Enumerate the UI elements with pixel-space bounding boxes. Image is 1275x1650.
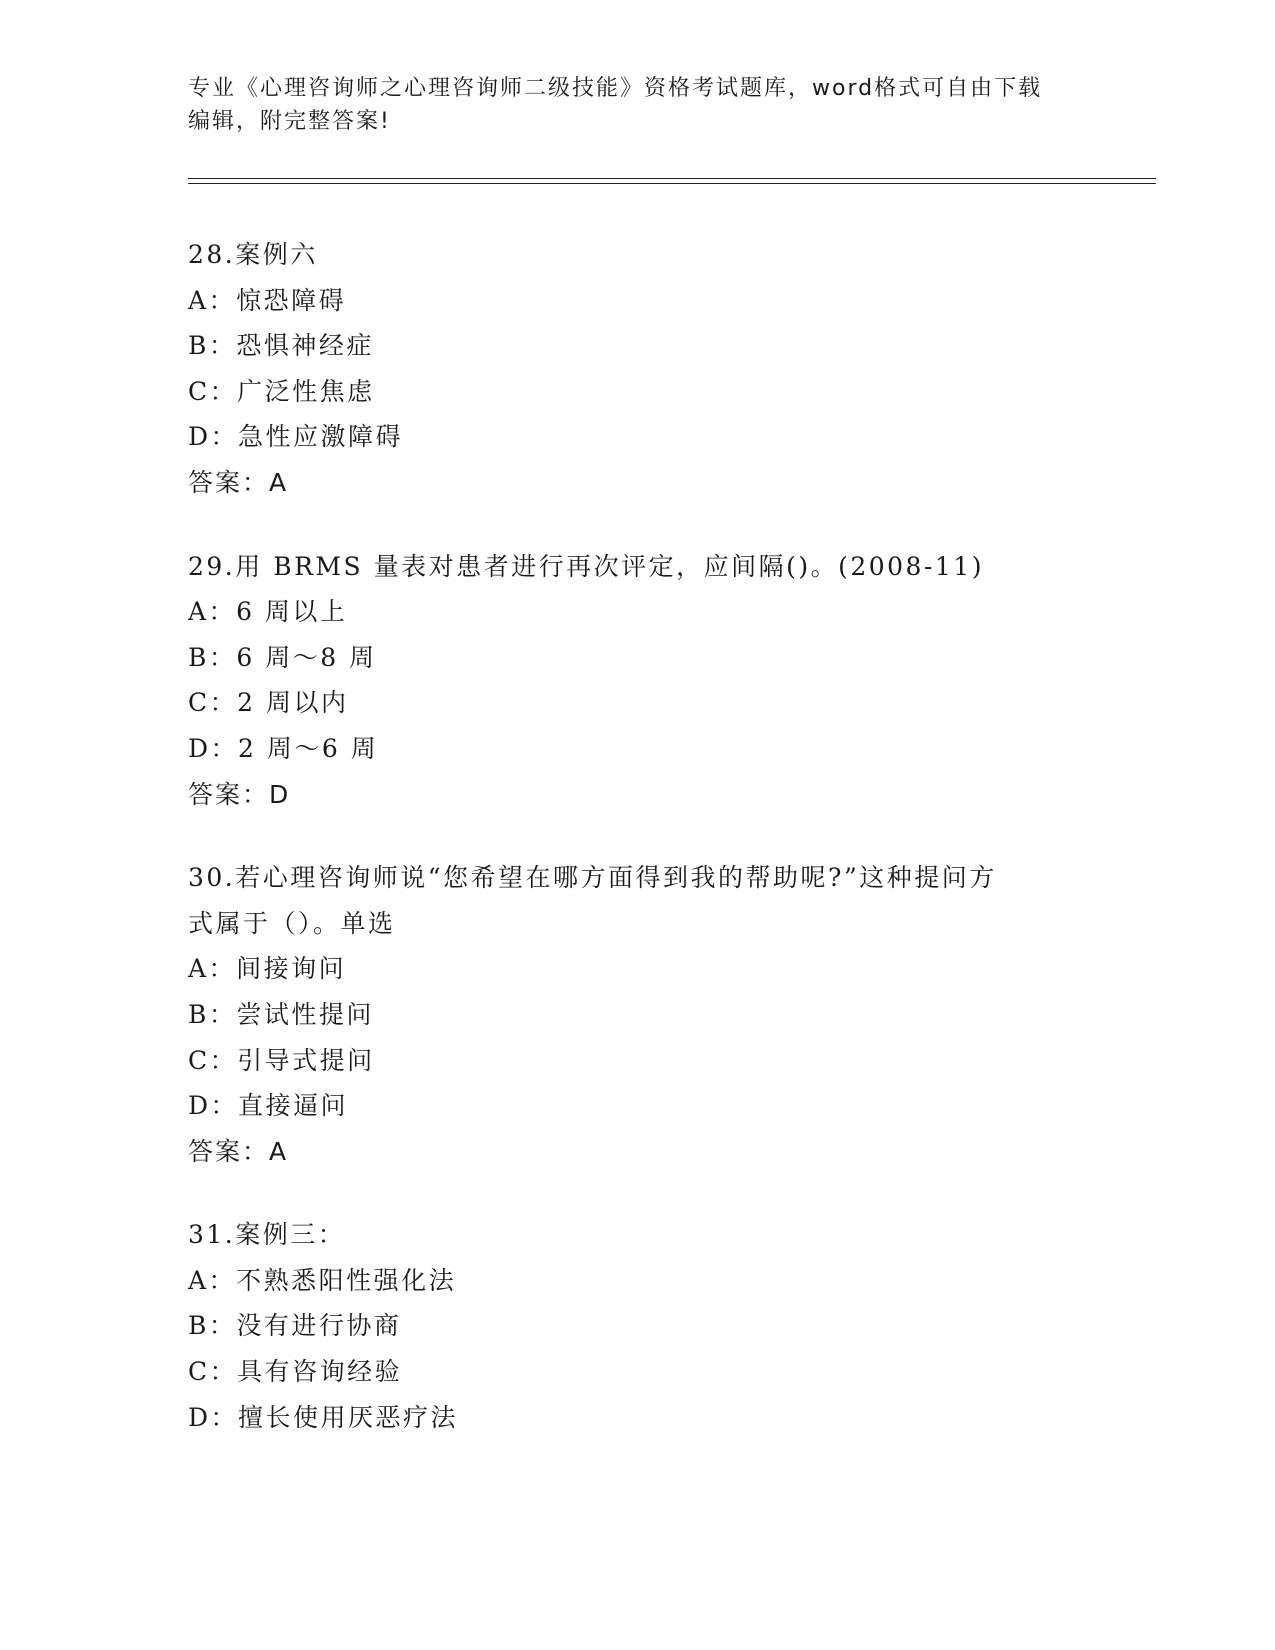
question-31 <box>188 1212 1068 1440</box>
question-list <box>188 232 1068 1478</box>
question-stem: 28.案例六 <box>188 240 318 269</box>
option-label: C： <box>188 1357 238 1387</box>
option-label: D： <box>188 733 239 763</box>
answer-line: 答案：D <box>188 779 291 809</box>
option-c <box>188 1038 1068 1084</box>
option-b <box>188 635 1068 681</box>
option-text: 不熟悉阳性强化法 <box>236 1265 457 1295</box>
option-text: 擅长使用厌恶疗法 <box>238 1402 459 1432</box>
option-text: 6 周～8 周 <box>236 642 377 672</box>
question-30 <box>188 855 1068 1174</box>
option-label: A： <box>188 597 237 627</box>
option-a <box>188 589 1068 635</box>
option-text: 急性应激障碍 <box>238 422 404 452</box>
option-a <box>188 1258 1068 1304</box>
option-a <box>188 278 1068 324</box>
option-text: 直接逼问 <box>238 1091 349 1121</box>
question-29 <box>188 544 1068 818</box>
option-a <box>188 946 1068 992</box>
option-b <box>188 1303 1068 1349</box>
option-c <box>188 680 1068 726</box>
answer-line: 答案：A <box>188 1136 289 1166</box>
option-d <box>188 1083 1068 1129</box>
option-label: A： <box>188 954 237 984</box>
option-label: B： <box>188 999 237 1029</box>
option-text: 具有咨询经验 <box>237 1357 403 1387</box>
option-label: B： <box>188 642 237 672</box>
option-text: 间接询问 <box>236 954 347 984</box>
option-b <box>188 323 1068 369</box>
option-text: 恐惧神经症 <box>236 331 374 361</box>
option-text: 引导式提问 <box>237 1045 375 1075</box>
option-d <box>188 726 1068 772</box>
header-divider-bottom <box>188 183 1156 184</box>
option-text: 尝试性提问 <box>236 999 374 1029</box>
header-line-2: 编辑，附完整答案! <box>188 109 391 134</box>
option-label: A： <box>188 1265 237 1295</box>
option-text: 2 周以内 <box>237 688 349 718</box>
option-label: C： <box>188 376 238 406</box>
option-label: A： <box>188 285 237 315</box>
question-stem-continued: 式属于（）。单选 <box>188 908 396 938</box>
option-label: C： <box>188 1045 238 1075</box>
option-text: 没有进行协商 <box>236 1311 402 1341</box>
answer-line: 答案：A <box>188 467 289 497</box>
header-line-1: 专业《心理咨询师之心理咨询师二级技能》资格考试题库，word格式可自由下载 <box>188 76 1043 101</box>
option-label: D： <box>188 1091 239 1121</box>
question-stem: 29.用 BRMS 量表对患者进行再次评定，应间隔()。(2008-11) <box>188 551 984 581</box>
option-label: B： <box>188 331 237 361</box>
option-label: C： <box>188 688 238 718</box>
option-text: 惊恐障碍 <box>236 285 347 315</box>
question-28 <box>188 232 1068 506</box>
option-d <box>188 414 1068 460</box>
option-label: B： <box>188 1311 237 1341</box>
option-label: D： <box>188 422 239 452</box>
option-text: 2 周～6 周 <box>238 733 379 763</box>
option-b <box>188 992 1068 1038</box>
option-label: D： <box>188 1402 239 1432</box>
document-header <box>188 72 1088 138</box>
option-text: 广泛性焦虑 <box>237 376 375 406</box>
option-d <box>188 1395 1068 1441</box>
question-stem: 30.若心理咨询师说“您希望在哪方面得到我的帮助呢?”这种提问方 <box>188 863 997 893</box>
question-stem: 31.案例三： <box>188 1220 346 1250</box>
option-c <box>188 1349 1068 1395</box>
header-divider-top <box>188 178 1156 179</box>
option-c <box>188 369 1068 415</box>
option-text: 6 周以上 <box>236 597 348 627</box>
